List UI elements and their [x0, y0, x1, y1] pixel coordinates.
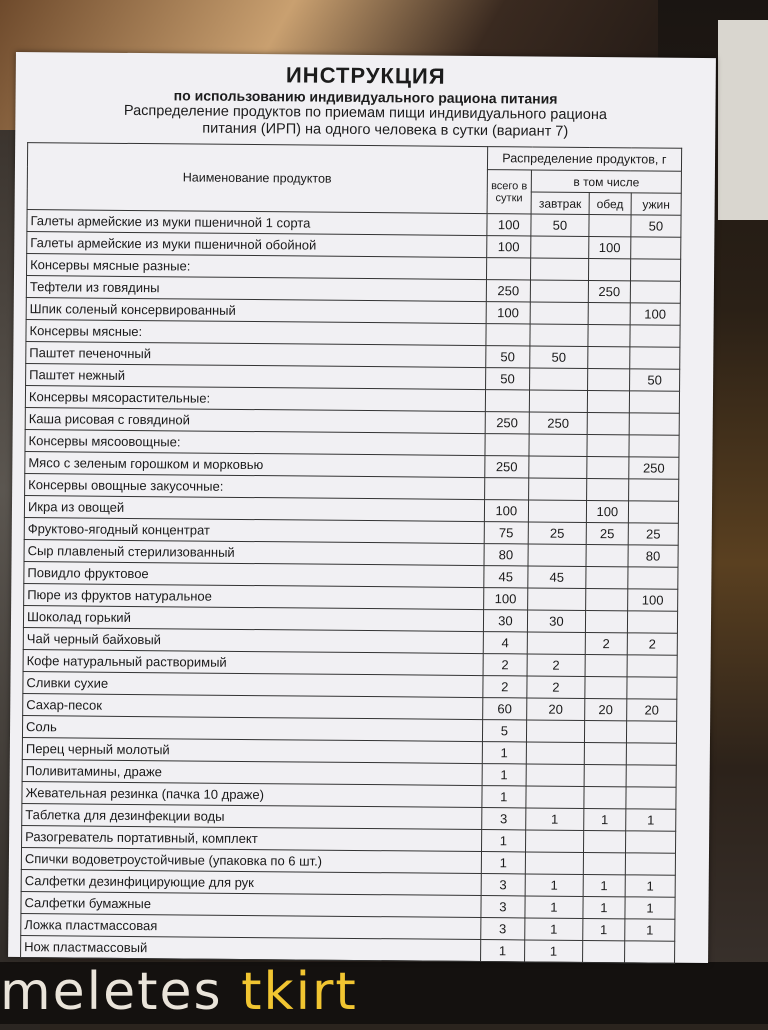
amount-lunch-cell — [583, 852, 625, 874]
amount-lunch-cell — [587, 412, 629, 434]
product-name-cell: Шпик соленый консервированный — [26, 298, 486, 324]
product-name-cell: Ложка пластмассовая — [21, 914, 481, 940]
product-name-cell: Таблетка для дезинфекции воды — [22, 804, 482, 830]
ration-table-body — [21, 210, 682, 964]
amount-dinner-cell — [629, 435, 679, 457]
table-header-row — [27, 143, 681, 172]
amount-total-cell — [486, 324, 531, 346]
amount-total-cell: 1 — [481, 830, 526, 852]
table-row — [21, 936, 675, 964]
product-name-cell: Консервы мясные разные: — [27, 254, 487, 280]
amount-lunch-cell — [587, 456, 629, 478]
amount-dinner-cell — [627, 655, 677, 677]
background-text-yellow: tkirt — [241, 962, 358, 1022]
ration-table — [20, 142, 682, 964]
amount-lunch-cell — [588, 346, 630, 368]
amount-breakfast-cell: 2 — [527, 654, 585, 677]
header-including: в том числе — [531, 170, 681, 193]
amount-breakfast-cell — [527, 632, 585, 655]
amount-total-cell: 1 — [480, 940, 525, 962]
amount-breakfast-cell: 1 — [525, 940, 583, 963]
amount-breakfast-cell: 1 — [525, 918, 583, 941]
product-name-cell: Консервы овощные закусочные: — [25, 474, 485, 500]
amount-total-cell: 30 — [483, 610, 528, 632]
amount-total-cell: 5 — [482, 720, 527, 742]
amount-total-cell: 3 — [481, 808, 526, 830]
amount-total-cell: 50 — [485, 346, 530, 368]
amount-lunch-cell: 100 — [588, 236, 630, 258]
amount-breakfast-cell — [526, 786, 584, 809]
product-name-cell: Кофе натуральный растворимый — [23, 650, 483, 676]
amount-lunch-cell — [584, 742, 626, 764]
amount-dinner-cell: 25 — [628, 523, 678, 545]
amount-dinner-cell: 1 — [625, 875, 675, 897]
amount-total-cell: 1 — [482, 742, 527, 764]
amount-lunch-cell — [586, 566, 628, 588]
amount-dinner-cell — [626, 765, 676, 787]
product-name-cell: Консервы мясные: — [26, 320, 486, 346]
amount-breakfast-cell — [529, 390, 587, 413]
amount-dinner-cell: 50 — [631, 215, 681, 237]
product-name-cell: Тефтели из говядины — [26, 276, 486, 302]
amount-total-cell: 1 — [482, 764, 527, 786]
amount-breakfast-cell: 45 — [528, 566, 586, 589]
amount-lunch-cell: 2 — [585, 632, 627, 654]
amount-total-cell: 45 — [483, 566, 528, 588]
header-total: всего в сутки — [487, 170, 532, 214]
product-name-cell: Нож пластмассовый — [21, 936, 481, 962]
amount-breakfast-cell — [526, 830, 584, 853]
amount-dinner-cell: 50 — [630, 369, 680, 391]
amount-dinner-cell: 100 — [628, 589, 678, 611]
amount-lunch-cell: 1 — [583, 918, 625, 940]
amount-lunch-cell — [583, 830, 625, 852]
amount-breakfast-cell: 1 — [526, 808, 584, 831]
product-name-cell: Консервы мясорастительные: — [25, 386, 485, 412]
amount-lunch-cell — [585, 654, 627, 676]
amount-lunch-cell — [587, 368, 629, 390]
amount-total-cell: 250 — [484, 456, 529, 478]
document-description-line1: Распределение продуктов по приемам пищи индивидуального рациона — [123, 102, 608, 124]
header-lunch: обед — [589, 192, 631, 214]
amount-total-cell: 80 — [484, 544, 529, 566]
product-name-cell: Салфетки бумажные — [21, 892, 481, 918]
amount-lunch-cell — [588, 324, 630, 346]
amount-lunch-cell: 1 — [583, 808, 625, 830]
amount-total-cell — [484, 478, 529, 500]
header-product-name: Наименование продуктов — [27, 143, 487, 214]
product-name-cell: Галеты армейские из муки пшеничной обойной — [27, 232, 487, 258]
amount-total-cell: 75 — [484, 522, 529, 544]
amount-total-cell: 50 — [485, 368, 530, 390]
amount-lunch-cell — [585, 676, 627, 698]
amount-dinner-cell: 250 — [629, 457, 679, 479]
background-printed-text — [0, 962, 358, 1022]
product-name-cell: Чай черный байховый — [23, 628, 483, 654]
amount-breakfast-cell: 250 — [529, 412, 587, 435]
amount-lunch-cell — [584, 720, 626, 742]
amount-breakfast-cell: 30 — [527, 610, 585, 633]
amount-total-cell: 60 — [482, 698, 527, 720]
product-name-cell: Поливитамины, драже — [22, 760, 482, 786]
amount-lunch-cell: 100 — [586, 500, 628, 522]
product-name-cell: Паштет печеночный — [26, 342, 486, 368]
product-name-cell: Пюре из фруктов натуральное — [24, 584, 484, 610]
document-subtitle: по использованию индивидуального рациона питания — [173, 87, 558, 107]
document-description-line2: питания (ИРП) на одного человека в сутки (вариант 7) — [202, 120, 569, 140]
amount-dinner-cell — [630, 259, 680, 281]
amount-breakfast-cell — [530, 324, 588, 347]
amount-dinner-cell — [627, 677, 677, 699]
amount-breakfast-cell — [526, 764, 584, 787]
amount-dinner-cell — [627, 611, 677, 633]
amount-lunch-cell — [586, 544, 628, 566]
product-name-cell: Жевательная резинка (пачка 10 драже) — [22, 782, 482, 808]
amount-breakfast-cell — [527, 720, 585, 743]
product-name-cell: Спички водоветроустойчивые (упаковка по 6 шт.) — [21, 848, 481, 874]
amount-breakfast-cell: 20 — [527, 698, 585, 721]
amount-breakfast-cell — [529, 434, 587, 457]
amount-dinner-cell — [629, 479, 679, 501]
amount-total-cell: 3 — [481, 874, 526, 896]
amount-dinner-cell: 20 — [627, 699, 677, 721]
amount-breakfast-cell: 50 — [530, 346, 588, 369]
amount-total-cell: 100 — [487, 214, 532, 236]
amount-dinner-cell — [629, 413, 679, 435]
amount-breakfast-cell — [528, 500, 586, 523]
product-name-cell: Повидло фруктовое — [24, 562, 484, 588]
background-text-white: meletes — [0, 962, 242, 1022]
amount-lunch-cell — [588, 258, 630, 280]
amount-lunch-cell — [584, 786, 626, 808]
amount-lunch-cell: 1 — [583, 896, 625, 918]
amount-lunch-cell: 1 — [583, 874, 625, 896]
amount-total-cell: 4 — [483, 632, 528, 654]
amount-total-cell: 100 — [486, 236, 531, 258]
amount-breakfast-cell — [526, 742, 584, 765]
background-card — [718, 20, 768, 220]
amount-breakfast-cell — [530, 302, 588, 325]
amount-breakfast-cell: 50 — [531, 214, 589, 237]
product-name-cell: Консервы мясоовощные: — [25, 430, 485, 456]
amount-dinner-cell — [626, 743, 676, 765]
product-name-cell: Фруктово-ягодный концентрат — [24, 518, 484, 544]
amount-lunch-cell: 25 — [586, 522, 628, 544]
amount-breakfast-cell: 1 — [525, 874, 583, 897]
amount-breakfast-cell — [530, 280, 588, 303]
header-breakfast: завтрак — [531, 192, 589, 215]
amount-dinner-cell: 1 — [625, 919, 675, 941]
amount-dinner-cell — [626, 787, 676, 809]
amount-lunch-cell — [586, 478, 628, 500]
product-name-cell: Салфетки дезинфицирующие для рук — [21, 870, 481, 896]
product-name-cell: Шоколад горький — [23, 606, 483, 632]
amount-total-cell: 100 — [484, 500, 529, 522]
amount-breakfast-cell — [529, 456, 587, 479]
product-name-cell: Галеты армейские из муки пшеничной 1 сорта — [27, 210, 487, 236]
amount-dinner-cell — [630, 325, 680, 347]
header-distribution: Распределение продуктов, г — [487, 147, 682, 172]
amount-lunch-cell: 20 — [584, 698, 626, 720]
amount-total-cell: 100 — [483, 588, 528, 610]
amount-breakfast-cell — [528, 544, 586, 567]
amount-dinner-cell — [629, 391, 679, 413]
header-dinner: ужин — [631, 193, 681, 215]
amount-lunch-cell — [585, 588, 627, 610]
amount-total-cell: 2 — [483, 676, 528, 698]
amount-total-cell — [485, 390, 530, 412]
amount-breakfast-cell — [530, 368, 588, 391]
product-name-cell: Сыр плавленый стерилизованный — [24, 540, 484, 566]
amount-total-cell: 1 — [481, 852, 526, 874]
product-name-cell: Разогреватель портативный, комплект — [22, 826, 482, 852]
product-name-cell: Икра из овощей — [24, 496, 484, 522]
amount-total-cell — [486, 258, 531, 280]
product-name-cell: Сахар-песок — [23, 694, 483, 720]
product-name-cell: Каша рисовая с говядиной — [25, 408, 485, 434]
amount-lunch-cell — [582, 940, 624, 962]
amount-breakfast-cell: 1 — [525, 896, 583, 919]
amount-dinner-cell — [630, 347, 680, 369]
amount-lunch-cell — [584, 764, 626, 786]
amount-lunch-cell — [585, 610, 627, 632]
amount-total-cell: 250 — [485, 412, 530, 434]
amount-total-cell: 3 — [481, 896, 526, 918]
amount-total-cell: 3 — [480, 918, 525, 940]
product-name-cell: Паштет нежный — [26, 364, 486, 390]
amount-breakfast-cell — [531, 258, 589, 281]
amount-dinner-cell — [631, 237, 681, 259]
amount-lunch-cell: 250 — [588, 280, 630, 302]
amount-dinner-cell: 2 — [627, 633, 677, 655]
product-name-cell: Мясо с зеленым горошком и морковью — [25, 452, 485, 478]
amount-breakfast-cell — [531, 236, 589, 259]
amount-breakfast-cell — [528, 588, 586, 611]
amount-total-cell: 2 — [483, 654, 528, 676]
amount-dinner-cell — [628, 567, 678, 589]
amount-lunch-cell — [588, 302, 630, 324]
amount-dinner-cell — [625, 853, 675, 875]
amount-total-cell: 100 — [486, 302, 531, 324]
amount-lunch-cell — [587, 390, 629, 412]
amount-dinner-cell — [625, 941, 675, 963]
document-title: ИНСТРУКЦИЯ — [285, 62, 446, 89]
amount-dinner-cell: 1 — [626, 809, 676, 831]
product-name-cell: Сливки сухие — [23, 672, 483, 698]
amount-total-cell: 1 — [482, 786, 527, 808]
product-name-cell: Перец черный молотый — [22, 738, 482, 764]
amount-lunch-cell — [589, 214, 631, 236]
amount-total-cell — [485, 434, 530, 456]
amount-dinner-cell: 100 — [630, 303, 680, 325]
instruction-sheet — [8, 52, 716, 963]
amount-dinner-cell: 1 — [625, 897, 675, 919]
amount-total-cell: 250 — [486, 280, 531, 302]
amount-breakfast-cell — [525, 852, 583, 875]
amount-breakfast-cell — [529, 478, 587, 501]
amount-dinner-cell — [630, 281, 680, 303]
amount-dinner-cell: 80 — [628, 545, 678, 567]
product-name-cell: Соль — [22, 716, 482, 742]
amount-dinner-cell — [628, 501, 678, 523]
amount-breakfast-cell: 2 — [527, 676, 585, 699]
amount-breakfast-cell: 25 — [528, 522, 586, 545]
amount-dinner-cell — [625, 831, 675, 853]
amount-dinner-cell — [626, 721, 676, 743]
amount-lunch-cell — [587, 434, 629, 456]
